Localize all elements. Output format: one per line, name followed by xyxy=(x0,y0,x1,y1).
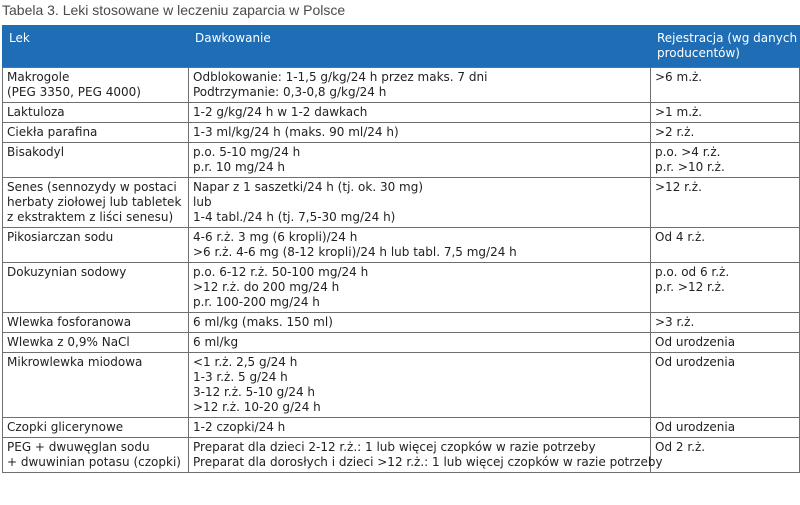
cell-dawkowanie-line: 1-2 g/kg/24 h w 1-2 dawkach xyxy=(193,105,368,119)
cell-dawkowanie-line: >12 r.ż. do 200 mg/24 h xyxy=(193,280,340,294)
cell-rejestracja-line: Od urodzenia xyxy=(655,355,736,369)
table-body xyxy=(3,68,800,473)
cell-dawkowanie-line: 1-4 tabl./24 h (tj. 7,5-30 mg/24 h) xyxy=(193,210,396,224)
cell-dawkowanie-line: >6 r.ż. 4-6 mg (8-12 kropli)/24 h lub tabl. 7,5 mg/24 h xyxy=(193,245,517,259)
cell-lek xyxy=(3,263,189,313)
cell-dawkowanie-line: p.o. 5-10 mg/24 h xyxy=(193,145,301,159)
cell-dawkowanie-line: 6 ml/kg xyxy=(193,335,239,349)
cell-dawkowanie-line: Napar z 1 saszetki/24 h (tj. ok. 30 mg) xyxy=(193,180,424,194)
cell-rejestracja xyxy=(651,353,800,418)
cell-lek-line: Mikrowlewka miodowa xyxy=(7,355,143,369)
cell-rejestracja-line: p.r. >12 r.ż. xyxy=(655,280,725,294)
cell-dawkowanie-line: 1-3 r.ż. 5 g/24 h xyxy=(193,370,288,384)
cell-dawkowanie-line: 6 ml/kg (maks. 150 ml) xyxy=(193,315,333,329)
cell-dawkowanie xyxy=(189,418,651,438)
cell-rejestracja xyxy=(651,263,800,313)
cell-dawkowanie-line: 1-3 ml/kg/24 h (maks. 90 ml/24 h) xyxy=(193,125,399,139)
cell-rejestracja-line: >12 r.ż. xyxy=(655,180,702,194)
cell-lek-line: + dwuwinian potasu (czopki) xyxy=(7,455,181,469)
cell-dawkowanie-line: p.r. 100-200 mg/24 h xyxy=(193,295,320,309)
cell-rejestracja-line: Od 4 r.ż. xyxy=(655,230,706,244)
table-caption: Tabela 3. Leki stosowane w leczeniu zaparcia w Polsce xyxy=(2,2,346,18)
header-lek: Lek xyxy=(3,25,189,68)
cell-dawkowanie xyxy=(189,103,651,123)
cell-dawkowanie xyxy=(189,333,651,353)
header-rejestracja xyxy=(651,25,800,68)
cell-dawkowanie-line: Preparat dla dorosłych i dzieci >12 r.ż.: 1 lub więcej czopków w razie potrzeby xyxy=(193,455,663,469)
cell-dawkowanie-line: p.o. 6-12 r.ż. 50-100 mg/24 h xyxy=(193,265,369,279)
cell-lek-line: z ekstraktem z liści senesu) xyxy=(7,210,174,224)
cell-rejestracja xyxy=(651,228,800,263)
cell-lek-line: Ciekła parafina xyxy=(7,125,98,139)
table-row xyxy=(3,263,800,313)
cell-lek-line: Dokuzynian sodowy xyxy=(7,265,127,279)
header-dawkowanie: Dawkowanie xyxy=(189,25,651,68)
cell-dawkowanie xyxy=(189,353,651,418)
cell-lek xyxy=(3,143,189,178)
table-row xyxy=(3,68,800,103)
cell-rejestracja-line: >6 m.ż. xyxy=(655,70,703,84)
cell-rejestracja xyxy=(651,333,800,353)
cell-lek xyxy=(3,178,189,228)
cell-lek-line: Bisakodyl xyxy=(7,145,65,159)
cell-dawkowanie xyxy=(189,263,651,313)
cell-dawkowanie xyxy=(189,228,651,263)
table-row xyxy=(3,353,800,418)
cell-dawkowanie-line: 4-6 r.ż. 3 mg (6 kropli)/24 h xyxy=(193,230,358,244)
cell-dawkowanie-line: 3-12 r.ż. 5-10 g/24 h xyxy=(193,385,316,399)
cell-dawkowanie-line: Podtrzymanie: 0,3-0,8 g/kg/24 h xyxy=(193,85,387,99)
cell-lek-line: Pikosiarczan sodu xyxy=(7,230,114,244)
cell-rejestracja xyxy=(651,178,800,228)
cell-lek-line: Senes (sennozydy w postaci xyxy=(7,180,177,194)
cell-rejestracja xyxy=(651,123,800,143)
cell-rejestracja xyxy=(651,103,800,123)
cell-dawkowanie-line: Odblokowanie: 1-1,5 g/kg/24 h przez maks. 7 dni xyxy=(193,70,488,84)
cell-lek-line: Makrogole xyxy=(7,70,70,84)
cell-lek-line: Wlewka fosforanowa xyxy=(7,315,132,329)
cell-lek-line: herbaty ziołowej lub tabletek xyxy=(7,195,182,209)
cell-lek xyxy=(3,333,189,353)
header-rejestracja-line: Rejestracja (wg danych xyxy=(657,31,798,45)
cell-rejestracja xyxy=(651,418,800,438)
cell-dawkowanie xyxy=(189,313,651,333)
cell-rejestracja-line: p.r. >10 r.ż. xyxy=(655,160,725,174)
table-row xyxy=(3,313,800,333)
cell-dawkowanie xyxy=(189,123,651,143)
table-row xyxy=(3,103,800,123)
cell-rejestracja-line: p.o. >4 r.ż. xyxy=(655,145,721,159)
cell-lek xyxy=(3,123,189,143)
table-row xyxy=(3,438,800,473)
cell-lek-line: Czopki glicerynowe xyxy=(7,420,124,434)
table-row xyxy=(3,228,800,263)
cell-dawkowanie xyxy=(189,143,651,178)
cell-rejestracja xyxy=(651,143,800,178)
table-row xyxy=(3,418,800,438)
cell-dawkowanie xyxy=(189,68,651,103)
cell-lek xyxy=(3,313,189,333)
cell-dawkowanie-line: 1-2 czopki/24 h xyxy=(193,420,286,434)
cell-lek-line: Laktuloza xyxy=(7,105,65,119)
cell-rejestracja-line: Od 2 r.ż. xyxy=(655,440,706,454)
cell-dawkowanie xyxy=(189,438,663,473)
cell-dawkowanie-line: >12 r.ż. 10-20 g/24 h xyxy=(193,400,321,414)
cell-rejestracja xyxy=(651,313,800,333)
cell-dawkowanie-line: p.r. 10 mg/24 h xyxy=(193,160,286,174)
cell-rejestracja-line: >1 m.ż. xyxy=(655,105,703,119)
cell-dawkowanie-line: lub xyxy=(193,195,212,209)
table-row xyxy=(3,333,800,353)
cell-lek xyxy=(3,228,189,263)
cell-dawkowanie xyxy=(189,178,651,228)
cell-rejestracja-line: Od urodzenia xyxy=(655,335,736,349)
cell-rejestracja-line: >3 r.ż. xyxy=(655,315,695,329)
cell-lek xyxy=(3,438,189,473)
cell-rejestracja-line: p.o. od 6 r.ż. xyxy=(655,265,730,279)
cell-dawkowanie-line: Preparat dla dzieci 2-12 r.ż.: 1 lub więcej czopków w razie potrzeby xyxy=(193,440,596,454)
cell-rejestracja-line: Od urodzenia xyxy=(655,420,736,434)
cell-lek-line: PEG + dwuwęglan sodu xyxy=(7,440,150,454)
header-rejestracja-line: producentów) xyxy=(657,46,740,60)
table-header xyxy=(3,25,800,68)
cell-lek-line: (PEG 3350, PEG 4000) xyxy=(7,85,141,99)
cell-rejestracja xyxy=(651,68,800,103)
cell-rejestracja-line: >2 r.ż. xyxy=(655,125,695,139)
table-row xyxy=(3,123,800,143)
cell-lek xyxy=(3,353,189,418)
cell-lek xyxy=(3,418,189,438)
cell-dawkowanie-line: <1 r.ż. 2,5 g/24 h xyxy=(193,355,298,369)
table-row xyxy=(3,178,800,228)
cell-lek-line: Wlewka z 0,9% NaCl xyxy=(7,335,130,349)
cell-lek xyxy=(3,103,189,123)
drug-table xyxy=(2,25,800,473)
table-row xyxy=(3,143,800,178)
cell-lek xyxy=(3,68,189,103)
cell-rejestracja xyxy=(651,438,800,473)
